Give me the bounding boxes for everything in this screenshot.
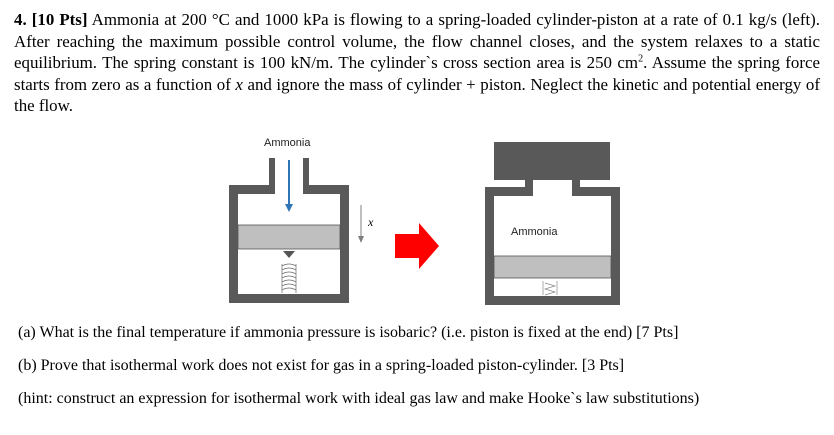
problem-text-part-1: Ammonia at 200 °C and 1000 kPa is flowing to a spring-loaded cylinder-piston at a rate of 0.1 kg/s (left). After reaching the maximum possible control volume, the flow channel closes, and the system relaxes to a static equilibrium. The spring constant is 100 kN/m. The cylinder`s cross section area is 250 cm xyxy=(14,10,820,72)
flow-in-arrowhead xyxy=(285,204,293,212)
hint-text: (hint: construct an expression for isothermal work with ideal gas law and make Hooke`s law substitutions) xyxy=(18,390,700,407)
right-spring xyxy=(543,281,557,295)
question-a: (a) What is the final temperature if ammonia pressure is isobaric? (i.e. piston is fixed at the end) [7 Pts] xyxy=(18,324,679,341)
left-cylinder-diagram xyxy=(229,137,349,303)
position-variable: x xyxy=(235,74,243,94)
right-piston xyxy=(494,256,611,278)
inlet-pipe-right-wall xyxy=(303,158,309,194)
problem-text-part-2: . Assume the spring force starts from zero as a function of xyxy=(14,53,820,94)
right-cylinder-bottom-wall xyxy=(485,296,620,305)
left-cylinder-left-wall xyxy=(229,185,238,302)
left-cylinder-top-wall-left xyxy=(229,185,269,194)
problem-points: [10 Pts] xyxy=(31,10,88,29)
right-cylinder-diagram xyxy=(485,142,620,305)
left-cylinder-right-wall xyxy=(340,185,349,302)
x-axis-arrowhead xyxy=(358,236,364,243)
right-cylinder-left-wall xyxy=(485,187,494,304)
right-ammonia-label: Ammonia xyxy=(511,226,558,238)
x-axis-label: x xyxy=(368,215,374,229)
x-axis-indicator xyxy=(358,205,374,243)
left-cylinder-top-wall-right xyxy=(309,185,349,194)
left-spring xyxy=(282,264,296,293)
problem-text-part-3: and ignore the mass of cylinder + piston. Neglect the kinetic and potential energy of the flow. xyxy=(14,74,820,115)
area-unit-exponent: 2 xyxy=(638,53,644,65)
inlet-pipe-left-wall xyxy=(269,158,275,194)
question-b: (b) Prove that isothermal work does not exist for gas in a spring-loaded piston-cylinder. [3 Pts] xyxy=(18,357,625,374)
left-cylinder-bottom-wall xyxy=(229,294,349,303)
problem-number: 4. xyxy=(14,10,27,29)
left-ammonia-label: Ammonia xyxy=(264,137,311,149)
transition-arrow xyxy=(395,223,439,269)
spring-top-marker xyxy=(283,251,295,258)
left-piston xyxy=(238,225,340,249)
right-cylinder-right-wall xyxy=(611,187,620,304)
right-top-block xyxy=(494,142,610,180)
